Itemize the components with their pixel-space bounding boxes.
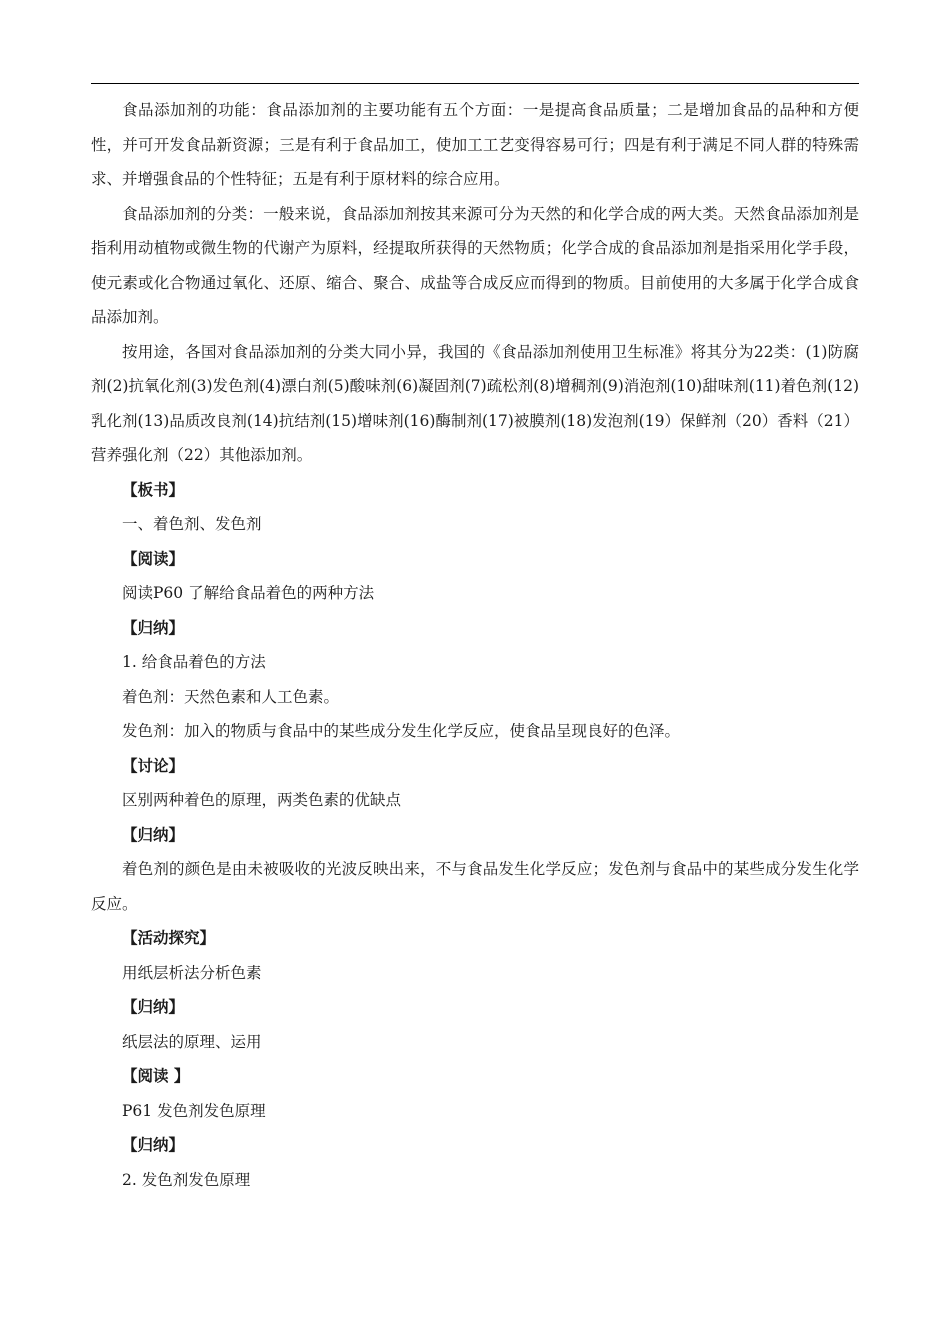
section-heading-activity: 【活动探究】 — [122, 928, 216, 947]
section-text: 一、着色剂、发色剂 — [122, 515, 262, 533]
section-heading-board: 【板书】 — [122, 479, 185, 499]
section-heading-discussion: 【讨论】 — [122, 755, 185, 775]
section-heading-reading: 【阅读 】 — [122, 1066, 190, 1085]
section-text: 区别两种着色的原理，两类色素的优缺点 — [122, 791, 402, 809]
header-rule — [91, 83, 859, 84]
paragraph-classification: 食品添加剂的分类：一般来说，食品添加剂按其来源可分为天然的和化学合成的两大类。天然食品添加剂是指利用动植物或微生物的代谢产为原料，经提取所获得的天然物质；化学合成的食品添加剂是指采用化学手段，使元素或化合物通过氧化、还原、缩合、聚合、成盐等合成反应而得到的物质。目前使用的大多属于化学合成食品添加剂。 — [91, 204, 859, 326]
section-text: 1. 给食品着色的方法 — [122, 653, 266, 671]
section-text: 用纸层析法分析色素 — [122, 963, 262, 982]
section-text: P61 发色剂发色原理 — [122, 1101, 266, 1120]
section-heading-reading: 【阅读】 — [122, 548, 185, 568]
section-heading-summary: 【归纳】 — [122, 824, 185, 844]
section-heading-summary: 【归纳】 — [122, 617, 185, 637]
section-text: 阅读P60 了解给食品着色的两种方法 — [122, 584, 375, 602]
section-text: 纸层法的原理、运用 — [122, 1032, 262, 1051]
section-text: 发色剂：加入的物质与食品中的某些成分发生化学反应，使食品呈现良好的色泽。 — [122, 722, 681, 740]
paragraph-usage-categories: 按用途，各国对食品添加剂的分类大同小异，我国的《食品添加剂使用卫生标准》将其分为22类：(1)防腐剂(2)抗氧化剂(3)发色剂(4)漂白剂(5)酸味剂(6)凝固剂(7)疏松剂(8)增稠剂(9)消泡剂(10)甜味剂(11)着色剂(12)乳化剂(13)品质改良剂(14)抗结剂(15)增味剂(16)酶制剂(17)被膜剂(18)发泡剂(19）保鲜剂（20）香料（21）营养强化剂（22）其他添加剂。 — [91, 342, 859, 464]
section-heading-summary: 【归纳】 — [122, 997, 185, 1016]
section-text: 2. 发色剂发色原理 — [122, 1170, 251, 1189]
paragraph-functions: 食品添加剂的功能：食品添加剂的主要功能有五个方面：一是提高食品质量；二是增加食品的品种和方便性，并可开发食品新资源；三是有利于食品加工，使加工工艺变得容易可行；四是有利于满足不同人群的特殊需求、并增强食品的个性特征；五是有利于原材料的综合应用。 — [91, 101, 859, 188]
section-text: 着色剂：天然色素和人工色素。 — [122, 687, 340, 706]
paragraph-colorant-principle: 着色剂的颜色是由未被吸收的光波反映出来，不与食品发生化学反应；发色剂与食品中的某些成分发生化学反应。 — [91, 860, 859, 913]
document-body — [91, 93, 859, 1197]
section-heading-summary: 【归纳】 — [122, 1135, 185, 1154]
